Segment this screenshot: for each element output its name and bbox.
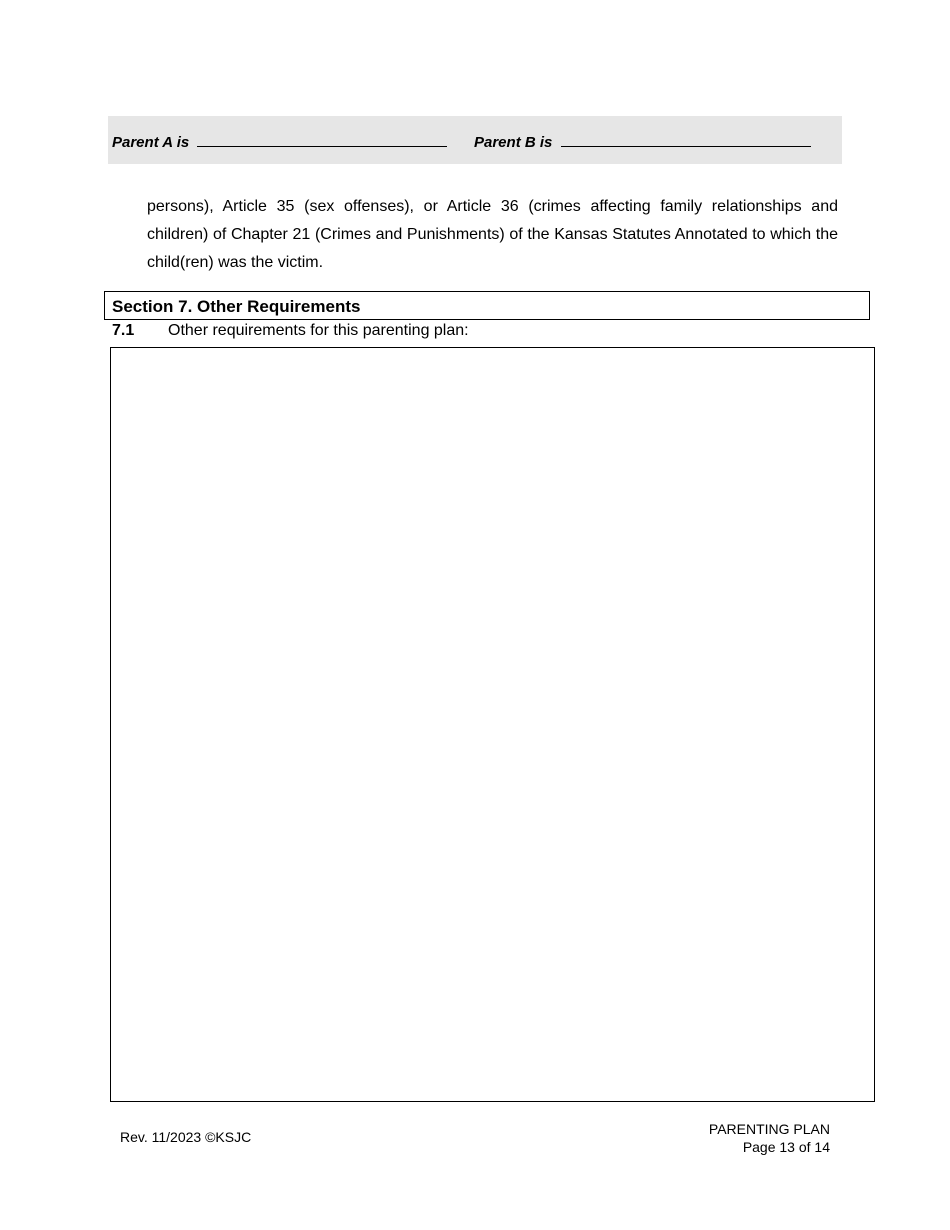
section-title: Section 7. Other Requirements <box>112 297 361 316</box>
parent-b-label: Parent B is <box>474 134 553 151</box>
section-heading-box <box>104 291 870 320</box>
continuation-paragraph: persons), Article 35 (sex offenses), or Article 36 (crimes affecting family relationships and children) of Chapter 21 (Crimes and Punishments) of the Kansas Statutes Annotated to which the child(ren) was the victim. <box>147 198 838 271</box>
parent-b-field <box>474 132 811 151</box>
item-text: Other requirements for this parenting plan: <box>168 322 469 339</box>
parent-a-input-line[interactable] <box>197 132 447 147</box>
footer-page-label: Page 13 of 14 <box>742 1139 830 1155</box>
parent-a-label: Parent A is <box>112 134 190 151</box>
parent-b-input-line[interactable] <box>561 132 811 147</box>
item-number: 7.1 <box>112 322 135 339</box>
footer-revision: Rev. 11/2023 ©KSJC <box>120 1129 252 1145</box>
parent-a-field <box>112 132 447 151</box>
other-requirements-answer-box[interactable] <box>110 347 875 1102</box>
footer-right-block <box>709 1120 830 1156</box>
footer-doc-title: PARENTING PLAN <box>708 1121 830 1137</box>
